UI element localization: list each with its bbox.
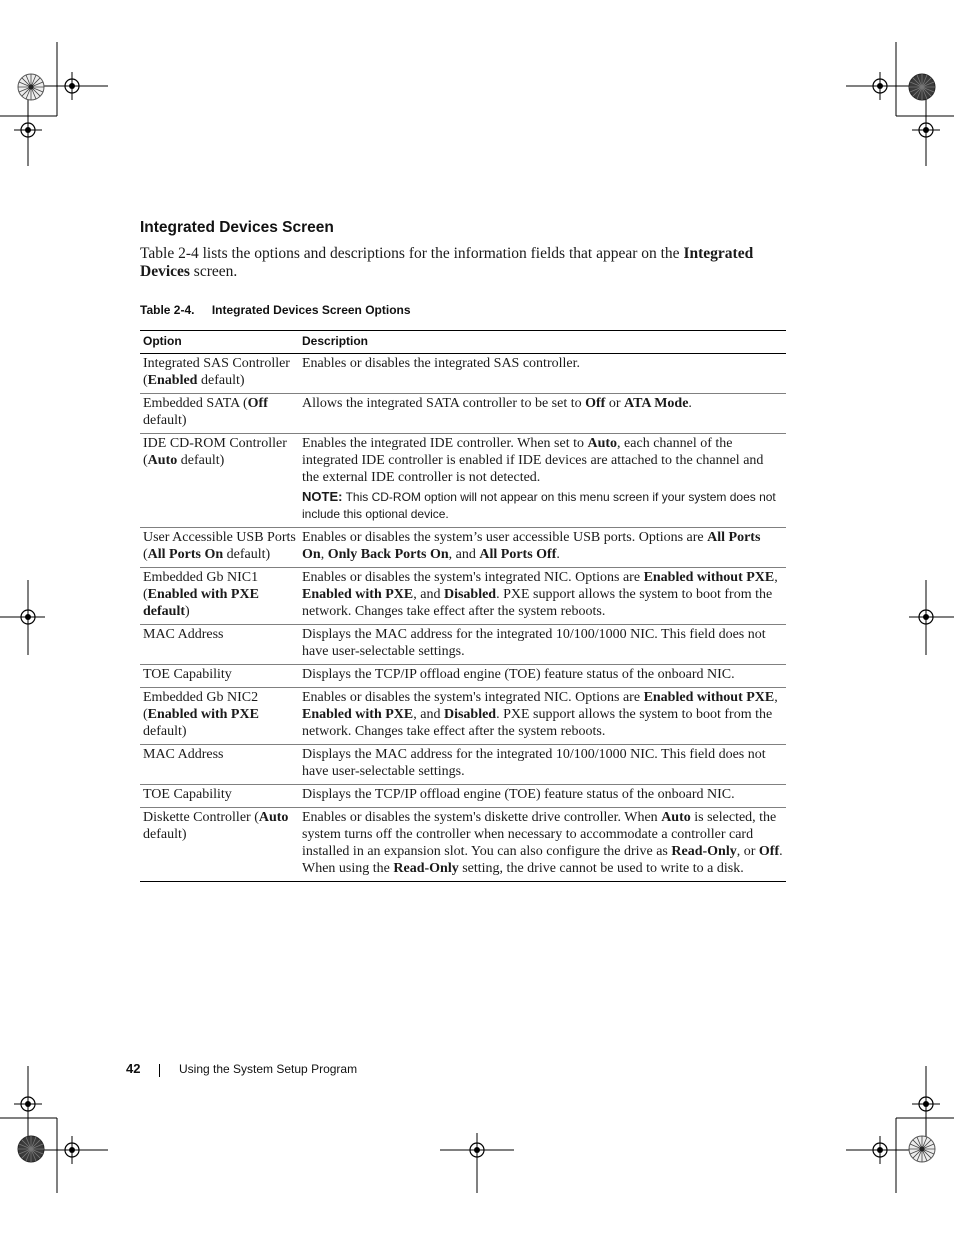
text-run: ,: [774, 690, 778, 705]
bold-text: Off: [758, 844, 780, 859]
option-cell: [140, 625, 299, 665]
description-cell: [299, 528, 786, 568]
text-run: default): [143, 724, 187, 739]
description-text: [302, 569, 783, 620]
bold-text: Auto: [587, 436, 618, 451]
text-run: ): [185, 604, 190, 619]
text-run: Embedded Gb NIC2 (: [143, 690, 259, 722]
text-run: , or: [736, 844, 759, 859]
bold-text: Enabled with PXE: [147, 707, 259, 722]
description-text: [302, 355, 783, 372]
description-cell: [299, 688, 786, 745]
table-row: [140, 745, 786, 785]
table-caption-label: Table 2-4.: [140, 303, 195, 317]
bold-text: Auto: [147, 453, 178, 468]
bold-text: ATA Mode: [624, 396, 689, 411]
text-run: is selected, the system turns off the controller when necessary to accommodate a controller card installed in an expansion slot. You can also configure the drive as: [302, 810, 777, 859]
bold-text: Off: [585, 396, 606, 411]
description-cell: [299, 568, 786, 625]
description-text: [302, 529, 783, 563]
description-text: [302, 786, 783, 803]
note-label: NOTE:: [302, 489, 343, 504]
text-run: default): [143, 413, 187, 428]
section-heading: Integrated Devices Screen: [140, 219, 334, 236]
note: [302, 488, 783, 523]
description-text: [302, 395, 783, 412]
description-text: [302, 435, 783, 486]
bold-text: All Ports Off: [479, 547, 557, 562]
table-row: [140, 808, 786, 882]
bold-text: Enabled without PXE: [643, 570, 775, 585]
text-run: Embedded Gb NIC1 (: [143, 570, 259, 602]
bold-text: Enabled: [147, 373, 198, 388]
text-run: default): [143, 827, 187, 842]
description-cell: [299, 808, 786, 882]
text-run: ,: [320, 547, 328, 562]
table-body: [140, 354, 786, 882]
text-run: ,: [774, 570, 778, 585]
text-run: , and: [413, 587, 444, 602]
description-text: [302, 809, 783, 877]
option-cell: [140, 394, 299, 434]
text-run: or: [605, 396, 624, 411]
option-cell: [140, 528, 299, 568]
bold-text: Only Back Ports On: [327, 547, 449, 562]
description-text: [302, 689, 783, 740]
text-run: , and: [413, 707, 444, 722]
text-run: IDE CD-ROM Controller (: [143, 436, 287, 468]
table-row: [140, 785, 786, 808]
table-caption-title: Integrated Devices Screen Options: [211, 303, 411, 317]
table-row: [140, 568, 786, 625]
text-run: setting, the drive cannot be used to write to a disk.: [458, 861, 744, 876]
table-row: [140, 394, 786, 434]
description-cell: [299, 665, 786, 688]
text-run: default): [197, 373, 245, 388]
options-table: [140, 330, 786, 882]
description-cell: [299, 434, 786, 528]
text-run: Integrated SAS Controller (: [143, 356, 290, 388]
description-cell: [299, 354, 786, 394]
bold-text: Integrated Devices: [140, 245, 754, 280]
bold-text: Enabled with PXE: [302, 587, 414, 602]
option-cell: [140, 785, 299, 808]
description-cell: [299, 745, 786, 785]
header-description: Description: [302, 334, 369, 348]
text-run: Displays the MAC address for the integrated 10/100/1000 NIC. This field does not have user-selectable settings.: [302, 627, 766, 659]
text-run: Allows the integrated SATA controller to be set to: [302, 396, 586, 411]
page-number: 42: [126, 1061, 141, 1076]
text-run: Diskette Controller (: [143, 810, 259, 825]
bold-text: Read-Only: [671, 844, 737, 859]
bold-text: Auto: [258, 810, 289, 825]
text-run: TOE Capability: [143, 787, 232, 802]
text-run: default): [177, 453, 225, 468]
option-cell: [140, 434, 299, 528]
bold-text: Disabled: [443, 587, 497, 602]
option-cell: [140, 354, 299, 394]
bold-text: Enabled with PXE default: [143, 587, 259, 619]
header-option: Option: [143, 334, 182, 348]
option-cell: [140, 808, 299, 882]
text-run: Enables or disables the integrated SAS controller.: [302, 356, 580, 371]
table-row: [140, 354, 786, 394]
text-run: .: [688, 396, 692, 411]
table-row: [140, 625, 786, 665]
description-cell: [299, 394, 786, 434]
text-run: Enables or disables the system’s user accessible USB ports. Options are: [302, 530, 708, 545]
text-run: Enables or disables the system's integrated NIC. Options are: [302, 570, 644, 585]
description-cell: [299, 785, 786, 808]
option-cell: [140, 665, 299, 688]
table-caption: [140, 303, 411, 317]
text-run: Displays the MAC address for the integrated 10/100/1000 NIC. This field does not have user-selectable settings.: [302, 747, 766, 779]
bold-text: Auto: [661, 810, 691, 825]
footer-title: Using the System Setup Program: [179, 1062, 358, 1076]
bold-text: Enabled with PXE: [302, 707, 414, 722]
text-run: default): [223, 547, 271, 562]
description-text: [302, 666, 783, 683]
bold-text: Off: [247, 396, 268, 411]
bold-text: Read-Only: [393, 861, 459, 876]
description-text: [302, 626, 783, 660]
table-row: [140, 528, 786, 568]
text-run: screen.: [189, 263, 238, 280]
bold-text: All Ports On: [302, 530, 761, 562]
table-row: [140, 688, 786, 745]
bold-text: Enabled without PXE: [643, 690, 775, 705]
table-header-row: [140, 331, 786, 354]
text-run: MAC Address: [143, 627, 224, 642]
text-run: Displays the TCP/IP offload engine (TOE) feature status of the onboard NIC.: [302, 787, 735, 802]
text-run: TOE Capability: [143, 667, 232, 682]
text-run: Enables or disables the system's diskette drive controller. When: [302, 810, 662, 825]
note-text: This CD-ROM option will not appear on this menu screen if your system does not include this optional device.: [302, 490, 776, 521]
text-run: Displays the TCP/IP offload engine (TOE) feature status of the onboard NIC.: [302, 667, 735, 682]
text-run: , each channel of the integrated IDE controller is enabled if IDE devices are attached to the channel and the external IDE controller is not detected.: [302, 436, 764, 485]
text-run: . When using the: [302, 844, 783, 876]
text-run: Table 2-4 lists the options and descriptions for the information fields that appear on the: [140, 245, 684, 262]
option-cell: [140, 568, 299, 625]
description-text: [302, 746, 783, 780]
option-cell: [140, 745, 299, 785]
text-run: Enables the integrated IDE controller. When set to: [302, 436, 588, 451]
table-row: [140, 434, 786, 528]
text-run: .: [556, 547, 560, 562]
intro-paragraph: [140, 245, 785, 281]
text-run: . PXE support allows the system to boot from the network. Changes take effect after the system reboots.: [302, 707, 773, 739]
footer-separator: [159, 1064, 160, 1077]
text-run: Embedded SATA (: [143, 396, 248, 411]
text-run: Enables or disables the system's integrated NIC. Options are: [302, 690, 644, 705]
text-run: . PXE support allows the system to boot from the network. Changes take effect after the system reboots.: [302, 587, 773, 619]
text-run: MAC Address: [143, 747, 224, 762]
option-cell: [140, 688, 299, 745]
description-cell: [299, 625, 786, 665]
bold-text: All Ports On: [147, 547, 224, 562]
text-run: User Accessible USB Ports (: [143, 530, 296, 562]
bold-text: Disabled: [443, 707, 497, 722]
table-row: [140, 665, 786, 688]
text-run: , and: [448, 547, 480, 562]
